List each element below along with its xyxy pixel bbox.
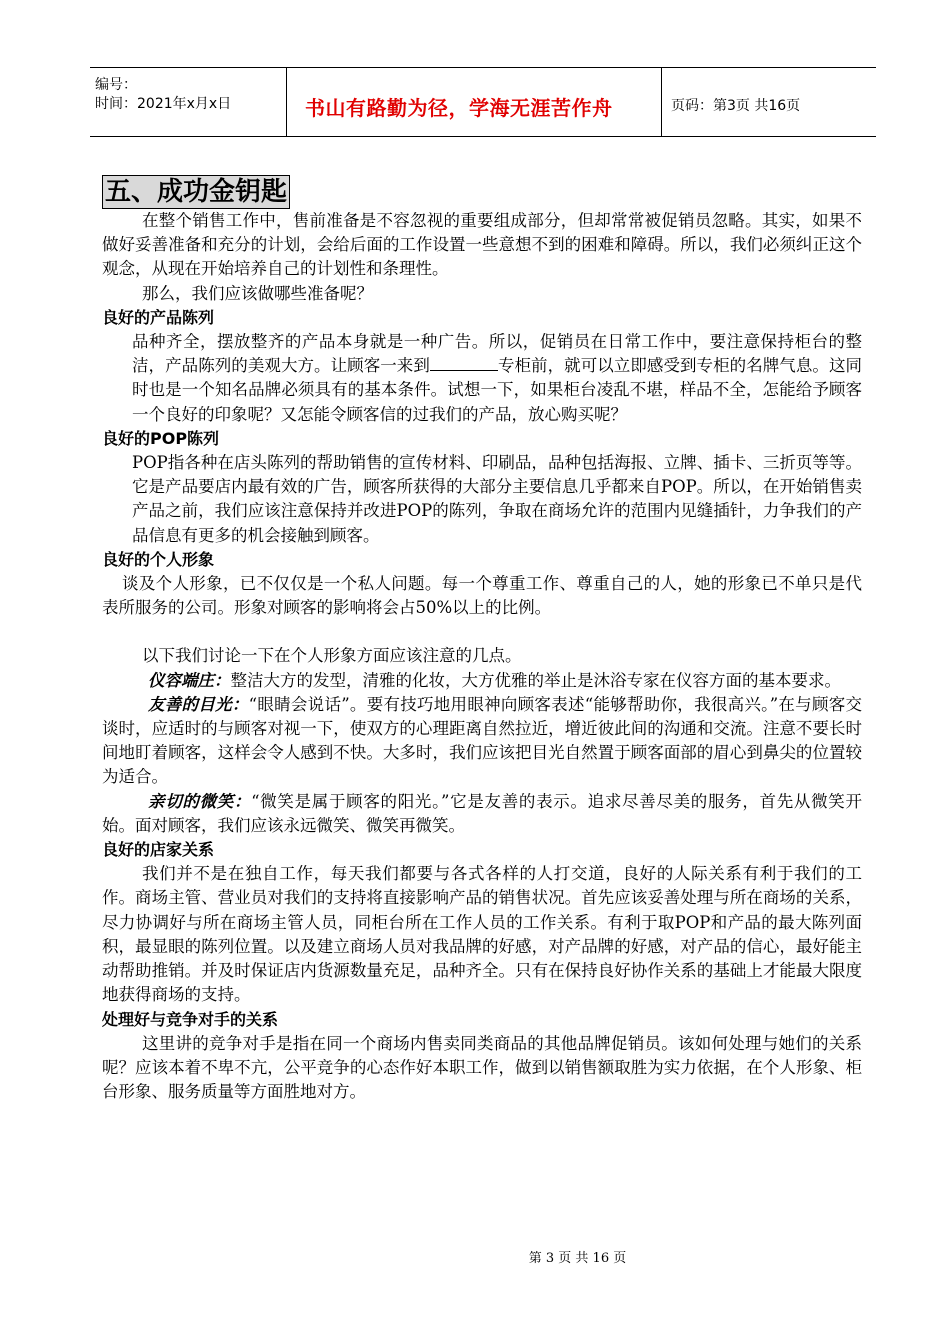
product-display-text-1: 品种齐全，摆放整齐的产品本身就是一种广告。所以，促销员在日常工作中，要注意保持柜台的整洁，产品陈列的美观大方。让顾客一来到 <box>132 332 862 376</box>
document-body <box>102 175 862 1104</box>
fill-in-blank <box>430 354 498 371</box>
point-appearance-text: 整洁大方的发型，清雅的化妆，大方优雅的举止是沐浴专家在仪容方面的基本要求。 <box>230 670 841 690</box>
heading-competitors: 处理好与竞争对手的关系 <box>102 1009 279 1029</box>
product-display-paragraph <box>102 330 862 427</box>
header-motto: 书山有路勤为径，学海无涯苦作舟 <box>305 96 613 120</box>
header-page-cell <box>662 68 876 136</box>
page-header <box>90 67 876 137</box>
header-time: 时间：2021年x月x日 <box>95 96 232 112</box>
point-smile-label: 亲切的微笑： <box>148 791 252 811</box>
point-smile-text: “微笑是属于顾客的阳光。”它是友善的表示。追求尽善尽美的服务，首先从微笑开始。面对顾客，我们应该永远微笑、微笑再微笑。 <box>102 791 862 835</box>
point-appearance-label: 仪容端庄： <box>148 670 231 690</box>
heading-pop-display: 良好的POP陈列 <box>102 428 220 448</box>
competitors-paragraph: 这里讲的竞争对手是指在同一个商场内售卖同类商品的其他品牌促销员。该如何处理与她们的关系呢？应该本着不卑不亢，公平竞争的心态作好本职工作，做到以销售额取胜为实力依据，在个人形象、柜台形象、服务质量等方面胜地对方。 <box>102 1033 862 1102</box>
header-page-number: 页码：第3页 共16页 <box>671 98 801 114</box>
footer-page-number: 第 3 页 共 16 页 <box>528 1251 627 1266</box>
heading-product-display: 良好的产品陈列 <box>102 307 215 327</box>
section-title: 五、成功金钥匙 <box>102 175 290 209</box>
heading-personal-image: 良好的个人形象 <box>102 549 215 569</box>
header-motto-cell <box>287 68 662 136</box>
point-gaze <box>102 693 862 790</box>
personal-image-paragraph: 谈及个人形象，已不仅仅是一个私人问题。每一个尊重工作、尊重自己的人，她的形象已不单只是代表所服务的公司。形象对顾客的影响将会占50%以上的比例。 <box>102 574 862 618</box>
point-gaze-label: 友善的目光： <box>148 694 249 714</box>
point-appearance <box>102 669 862 693</box>
pop-display-paragraph: POP指各种在店头陈列的帮助销售的宣传材料、印刷品，品种包括海报、立牌、插卡、三折页等等。它是产品要店内最有效的广告，顾客所获得的大部分主要信息几乎都来自POP。所以，在开始销售卖产品之前，我们应该注意保持并改进POP的陈列，争取在商场允许的范围内见缝插针，力争我们的产品信息有更多的机会接触到顾客。 <box>132 453 862 545</box>
header-meta <box>90 68 287 136</box>
store-relations-paragraph: 我们并不是在独自工作，每天我们都要与各式各样的人打交道，良好的人际关系有利于我们的工作。商场主管、营业员对我们的支持将直接影响产品的销售状况。首先应该妥善处理与所在商场的关系，尽力协调好与所在商场主管人员，同柜台所在工作人员的工作关系。有利于取POP和产品的最大陈列面积，最显眼的陈列位置。以及建立商场人员对我品牌的好感，对产品牌的好感，对产品的信心，最好能主动帮助推销。并及时保证店内货源数量充足，品种齐全。只有在保持良好协作关系的基础上才能最大限度地获得商场的支持。 <box>102 864 862 1005</box>
header-number: 编号： <box>95 77 137 93</box>
blank-line <box>102 620 862 644</box>
intro-paragraph-1: 在整个销售工作中，售前准备是不容忽视的重要组成部分，但却常常被促销员忽略。其实，如果不做好妥善准备和充分的计划，会给后面的工作设置一些意想不到的困难和障碍。所以，我们必须纠正这个观念，从现在开始培养自己的计划性和条理性。 <box>102 211 862 279</box>
page-footer <box>0 1247 950 1266</box>
heading-store-relations: 良好的店家关系 <box>102 840 215 860</box>
point-gaze-text: “眼睛会说话”。要有技巧地用眼神向顾客表述“能够帮助你，我很高兴。”在与顾客交谈时，应适时的与顾客对视一下，使双方的心理距离自然拉近，增近彼此间的沟通和交流。注意不要长时间地盯着顾客，这样会令人感到不快。大多时，我们应该把目光自然置于顾客面部的眉心到鼻尖的位置较为适合。 <box>102 694 862 787</box>
product-display-text-2: 专柜前，就可以立即感受到专柜的名牌气息。这同时也是一个知名品牌必须具有的基本条件。试想一下，如果柜台凌乱不堪，样品不全，怎能给予顾客一个良好的印象呢？又怎能令顾客信的过我们的产品，放心购买呢？ <box>132 356 863 424</box>
personal-image-lead: 以下我们讨论一下在个人形象方面应该注意的几点。 <box>142 646 522 666</box>
intro-paragraph-2: 那么，我们应该做哪些准备呢？ <box>142 283 373 303</box>
point-smile <box>102 790 862 838</box>
